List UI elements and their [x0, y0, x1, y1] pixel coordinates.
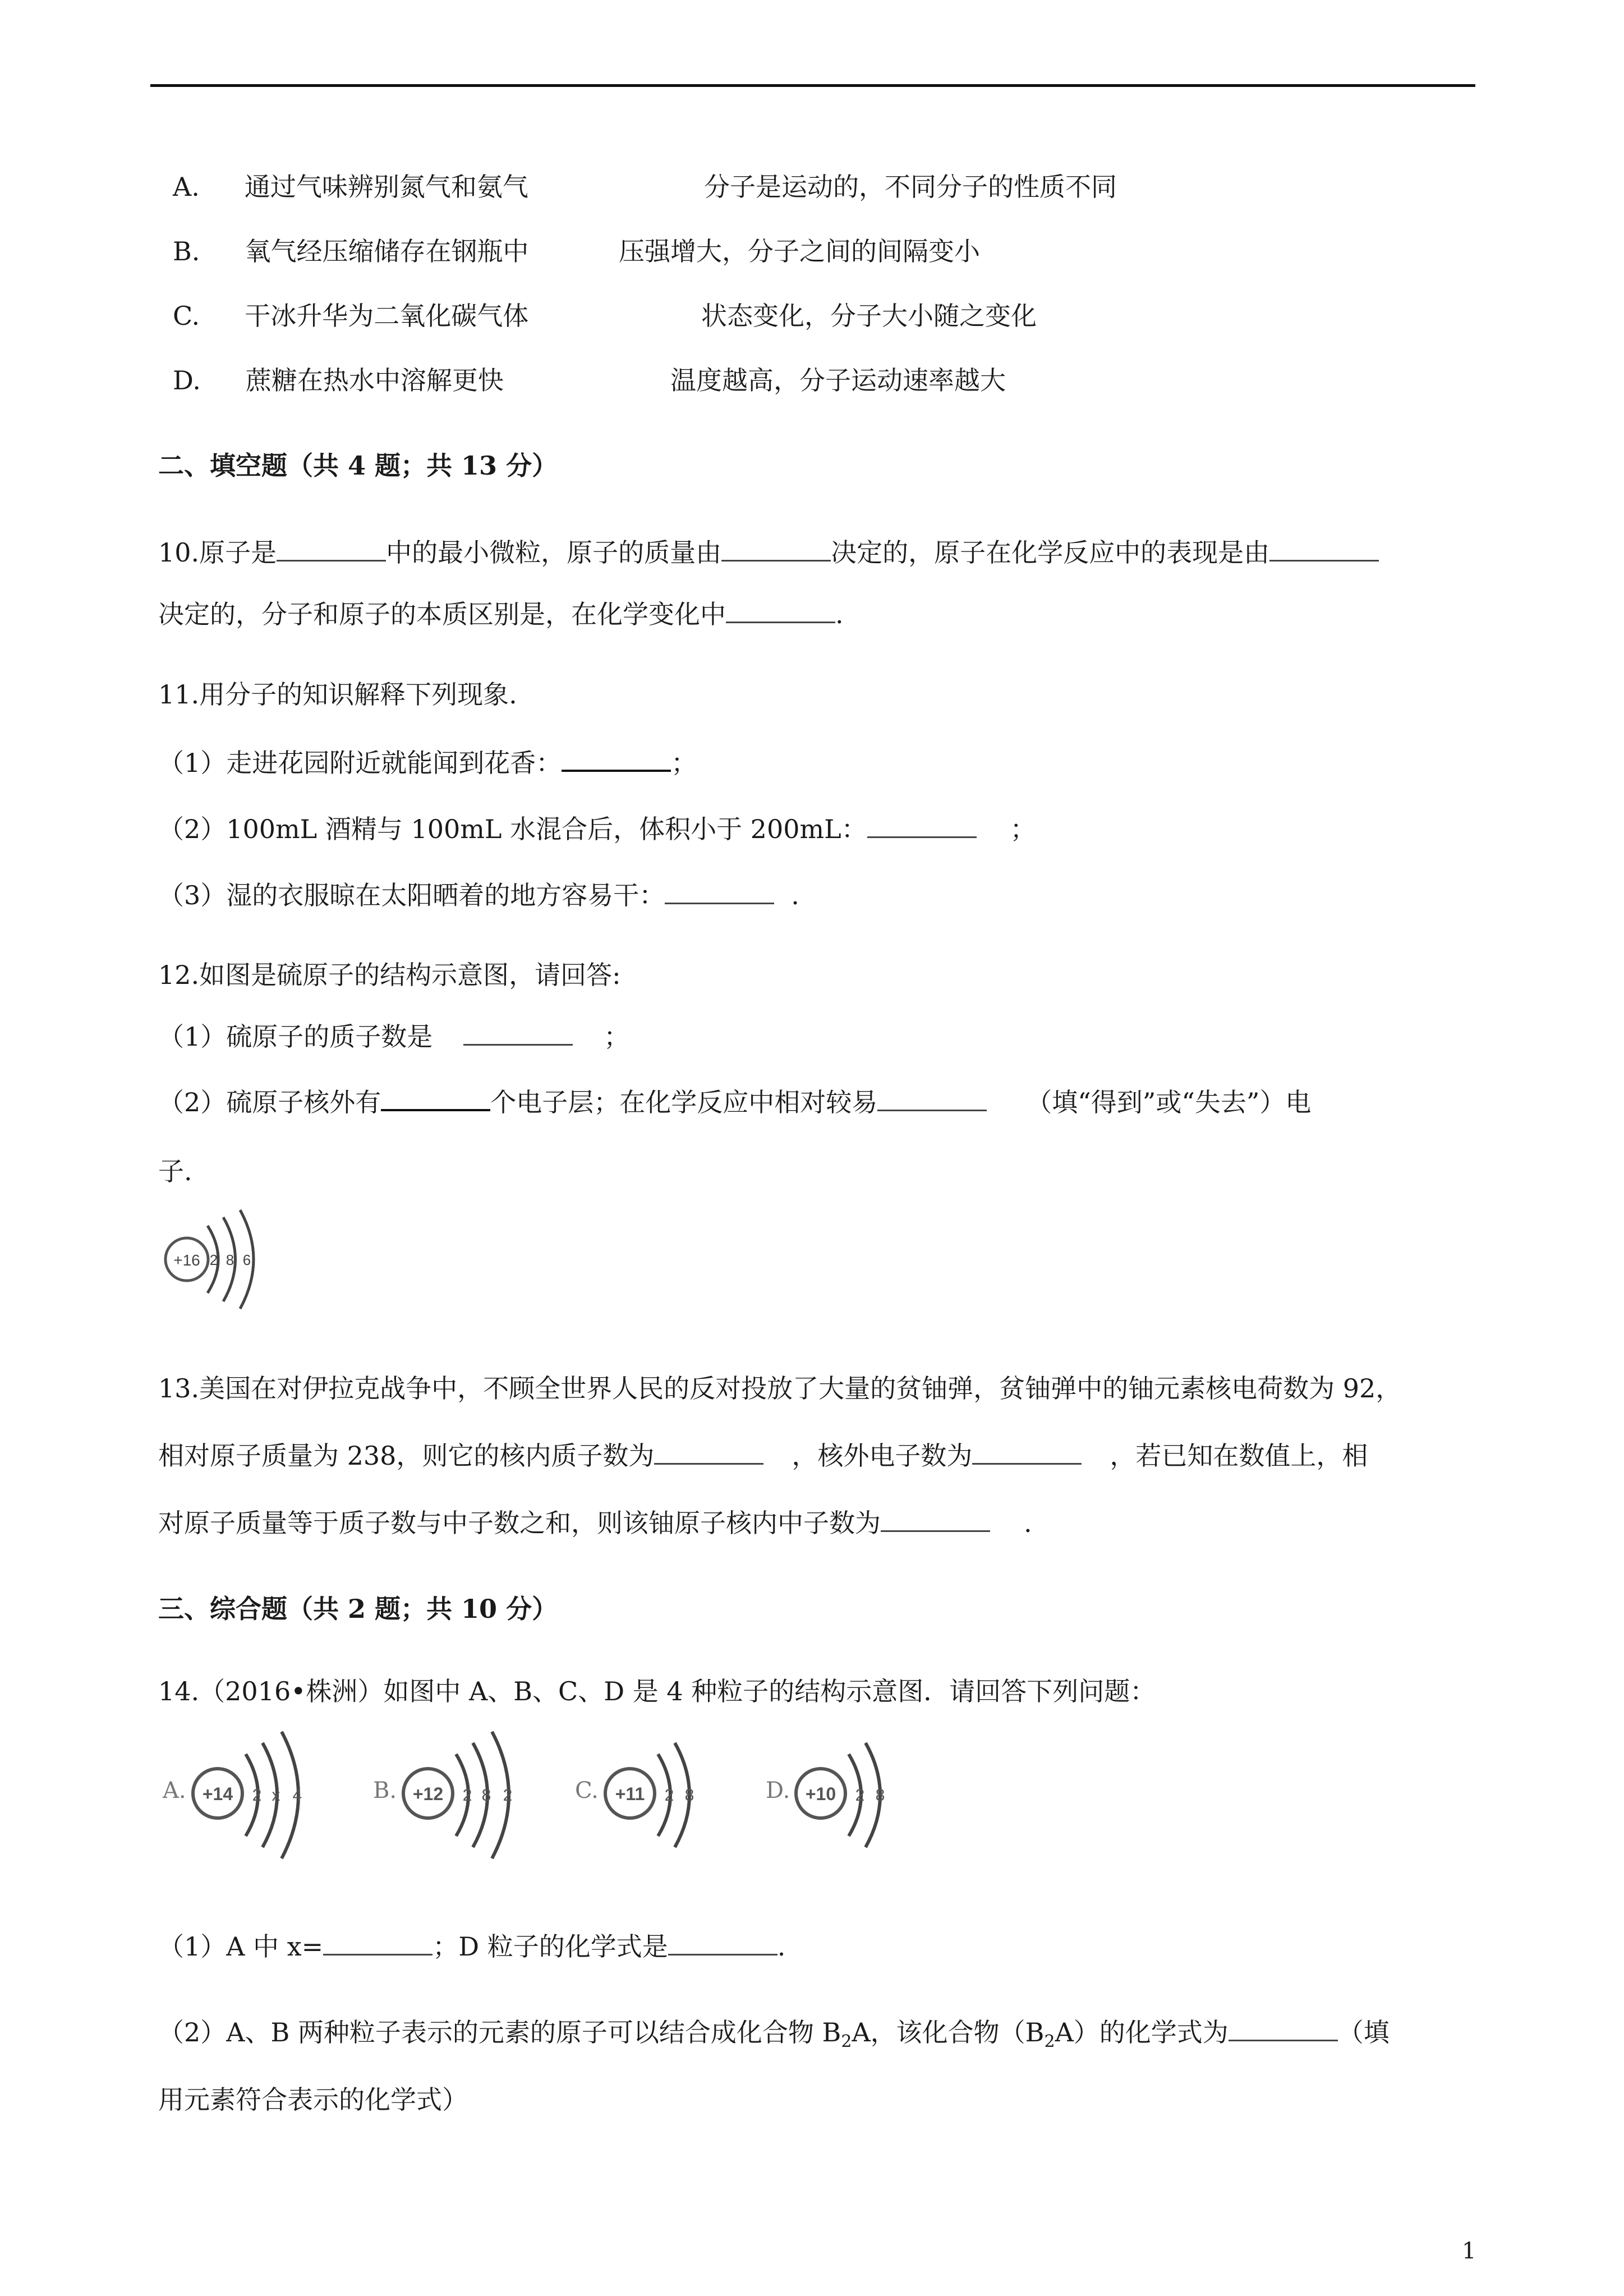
- shell-count: 8: [684, 1786, 694, 1805]
- particle-c-diagram: [569, 1731, 721, 1865]
- shell-count: 8: [481, 1786, 491, 1805]
- q11-part-1: （1）走进花园附近就能闻到花香： ；: [158, 748, 697, 778]
- q11-title: 11.用分子的知识解释下列现象.: [158, 679, 517, 710]
- q14-part-2-cont: 用元素符合表示的化学式）: [158, 2085, 468, 2115]
- q9-option-b-explain: 压强增大，分子之间的间隔变小: [619, 236, 980, 266]
- q9-option-c: [173, 299, 528, 333]
- q9-option-c-explain: 状态变化，分子大小随之变化: [701, 301, 1037, 331]
- q11-part-3: （3）湿的衣服晾在太阳晒着的地方容易干： .: [158, 880, 799, 910]
- option-letter: C.: [173, 301, 200, 331]
- shell-count: 4: [292, 1786, 302, 1805]
- section-3-title: 三、综合题（共 2 题；共 10 分）: [158, 1594, 558, 1624]
- option-fact: 通过气味辨别氮气和氨气: [244, 172, 528, 202]
- option-fact: 氧气经压缩储存在钢瓶中: [245, 236, 529, 266]
- option-letter: A.: [173, 172, 200, 202]
- particle-b-diagram: [367, 1731, 536, 1865]
- q11-blank-1[interactable]: [562, 747, 671, 772]
- q11-blank-2[interactable]: [867, 814, 977, 838]
- page-number: 1: [1462, 2238, 1476, 2264]
- shell-count: 2: [664, 1786, 674, 1805]
- q10-line-1: 10.原子是 中的最小微粒，原子的质量由 决定的，原子在化学反应中的表现是由: [158, 536, 1379, 569]
- option-fact: 干冰升华为二氧化碳气体: [245, 301, 529, 331]
- nucleus-charge: +11: [615, 1784, 645, 1804]
- particle-a-diagram: [157, 1731, 325, 1865]
- shell-count: 2: [462, 1786, 472, 1805]
- q13-line-3: 对原子质量等于质子数与中子数之和，则该铀原子核内中子数为 .: [158, 1508, 1032, 1538]
- sulfur-atom-diagram: [156, 1203, 268, 1315]
- diagram-label: D.: [766, 1778, 790, 1803]
- q10-blank-2[interactable]: [721, 537, 831, 562]
- q14-title: 14.（2016•株洲）如图中 A、B、C、D 是 4 种粒子的结构示意图．请回答下列问题：: [158, 1676, 1156, 1706]
- nucleus-charge: +16: [173, 1251, 200, 1269]
- shell-count: x: [272, 1786, 280, 1805]
- shell-count: 2: [209, 1251, 218, 1268]
- q9-option-b: [173, 234, 528, 268]
- option-letter: D.: [173, 365, 201, 395]
- q13-line-1: 13.美国在对伊拉克战争中，不顾全世界人民的反对投放了大量的贫铀弹，贫铀弹中的铀元素核电荷数为 92，: [158, 1373, 1402, 1404]
- q13-blank-3[interactable]: [881, 1508, 990, 1532]
- shell-count: 8: [875, 1786, 885, 1805]
- q12-title: 12.如图是硫原子的结构示意图，请回答:: [158, 960, 621, 990]
- q12-part-1: （1）硫原子的质子数是 ；: [158, 1022, 630, 1052]
- q9-option-d-explain: 温度越高，分子运动速率越大: [670, 365, 1006, 395]
- q12-blank-2[interactable]: [381, 1087, 490, 1111]
- shell-count: 2: [252, 1786, 262, 1805]
- nucleus-charge: +14: [202, 1784, 233, 1804]
- shell-count: 8: [226, 1251, 234, 1268]
- diagram-label: B.: [373, 1778, 397, 1803]
- q10-line-2: 决定的，分子和原子的本质区别是，在化学变化中 .: [158, 599, 844, 629]
- q14-part-1: （1）A 中 x= ；D 粒子的化学式是 .: [158, 1931, 786, 1962]
- q13-blank-2[interactable]: [972, 1441, 1082, 1465]
- shell-count: 2: [855, 1786, 865, 1805]
- nucleus-charge: +10: [805, 1784, 836, 1804]
- q10-blank-3[interactable]: [1269, 537, 1379, 562]
- q13-blank-1[interactable]: [654, 1441, 763, 1465]
- q14-blank-3[interactable]: [1229, 2017, 1338, 2041]
- nucleus-charge: +12: [412, 1784, 444, 1804]
- particle-d-diagram: [760, 1731, 912, 1865]
- header-rule: [150, 84, 1475, 87]
- q9-option-a: [173, 170, 528, 204]
- q14-blank-1[interactable]: [323, 1931, 433, 1955]
- q11-part-2: （2）100mL 酒精与 100mL 水混合后，体积小于 200mL： ；: [158, 814, 1036, 844]
- shell-count: 6: [242, 1251, 251, 1268]
- diagram-label: C.: [575, 1778, 599, 1803]
- q13-line-2: 相对原子质量为 238，则它的核内质子数为 ，核外电子数为 ，若已知在数值上，相: [158, 1441, 1368, 1471]
- q12-part-2-cont: 子.: [158, 1156, 192, 1186]
- shell-count: 2: [503, 1786, 513, 1805]
- section-2-title: 二、填空题（共 4 题；共 13 分）: [158, 450, 558, 481]
- q14-blank-2[interactable]: [668, 1931, 778, 1955]
- q11-blank-3[interactable]: [665, 880, 774, 904]
- option-letter: B.: [173, 236, 200, 266]
- q9-option-a-explain: 分子是运动的，不同分子的性质不同: [704, 172, 1117, 202]
- q9-option-d: [173, 364, 504, 397]
- q14-part-2: （2）A、B 两种粒子表示的元素的原子可以结合成化合物 $B_2A$，该化合物$(B_2A)$的化学式为 （填: [158, 2017, 1390, 2052]
- q12-part-2: （2）硫原子核外有 个电子层；在化学反应中相对较易 （填“得到”或“失去”）电: [158, 1087, 1312, 1117]
- q12-blank-3[interactable]: [877, 1087, 987, 1111]
- q10-blank-4[interactable]: [726, 599, 835, 623]
- q10-blank-1[interactable]: [277, 537, 386, 562]
- q12-blank-1[interactable]: [463, 1022, 573, 1046]
- option-fact: 蔗糖在热水中溶解更快: [245, 365, 504, 395]
- diagram-label: A.: [163, 1778, 186, 1803]
